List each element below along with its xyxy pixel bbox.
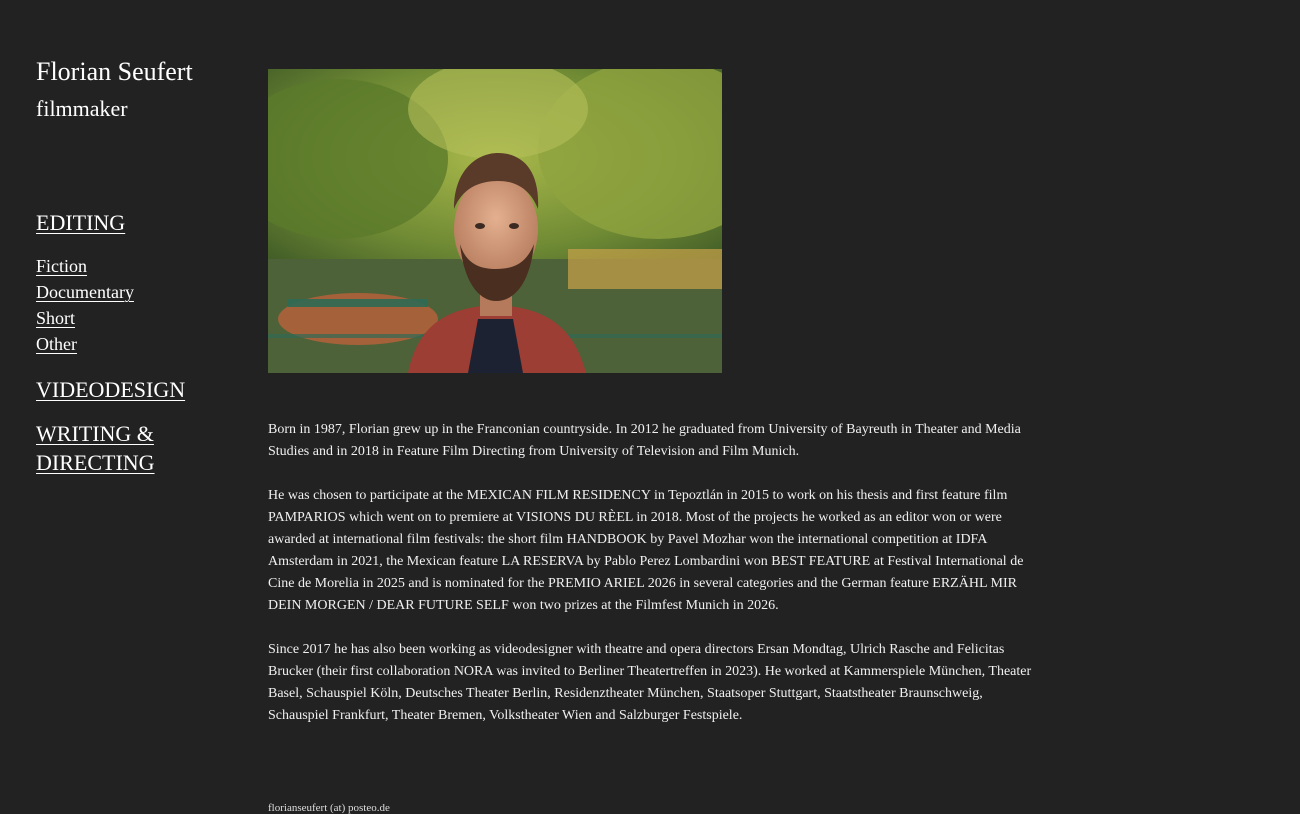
main-nav [36, 208, 236, 477]
nav-writing-line1: WRITING & [36, 421, 154, 446]
nav-documentary-link[interactable]: Documentary [36, 282, 134, 302]
biography [268, 419, 1038, 727]
sidebar [36, 56, 236, 477]
portrait-photo [268, 69, 722, 373]
bio-paragraph: Born in 1987, Florian grew up in the Franconian countryside. In 2012 he graduated from University of Bayreuth in Theater and Media Studies and in 2018 in Feature Film Directing from University of Television and Film Munich. [268, 422, 1021, 459]
site-subtitle: filmmaker [36, 96, 128, 121]
contact-email: florianseufert (at) posteo.de [268, 802, 390, 814]
editing-submenu [36, 253, 236, 357]
bio-paragraph: He was chosen to participate at the MEXICAN FILM RESIDENCY in Tepoztlán in 2015 to work on his thesis and first feature film PAMPARIOS which went on to premiere at VISIONS DU RÈEL in 2018. Most of the projects he worked as an editor won or were awarded at international film festivals: the short film HANDBOOK by Pavel Mozhar won the international competition at IDFA Amsterdam in 2021, the Mexican feature LA RESERVA by Pablo Perez Lombardini won BEST FEATURE at Festival International de Cine de Morelia in 2025 and is nominated for the PREMIO ARIEL 2026 in several categories and the German feature ERZÄHL MIR DEIN MORGEN / DEAR FUTURE SELF won two prizes at the Filmfest Munich in 2026. [268, 488, 1024, 613]
main-content [268, 69, 1038, 749]
nav-other-link[interactable]: Other [36, 334, 77, 354]
nav-fiction-link[interactable]: Fiction [36, 256, 88, 276]
nav-short-link[interactable]: Short [36, 308, 76, 328]
nav-writing-line2: DIRECTING [36, 450, 155, 475]
bio-paragraph: Since 2017 he has also been working as videodesigner with theatre and opera directors Ersan Mondtag, Ulrich Rasche and Felicitas Brucker (their first collaboration NORA was invited to Berliner Theatertreffen in 2023). He worked at Kammerspiele München, Theater Basel, Schauspiel Köln, Deutsches Theater Berlin, Residenztheater München, Staatsoper Stuttgart, Staatstheater Braunschweig, Schauspiel Frankfurt, Theater Bremen, Volkstheater Wien and Salzburger Festspiele. [268, 642, 1032, 723]
nav-editing-link[interactable]: EDITING [36, 210, 126, 235]
site-title[interactable]: Florian Seufert [36, 57, 193, 86]
nav-videodesign-link[interactable]: VIDEODESIGN [36, 377, 186, 402]
nav-writing-directing-link[interactable] [36, 419, 236, 477]
